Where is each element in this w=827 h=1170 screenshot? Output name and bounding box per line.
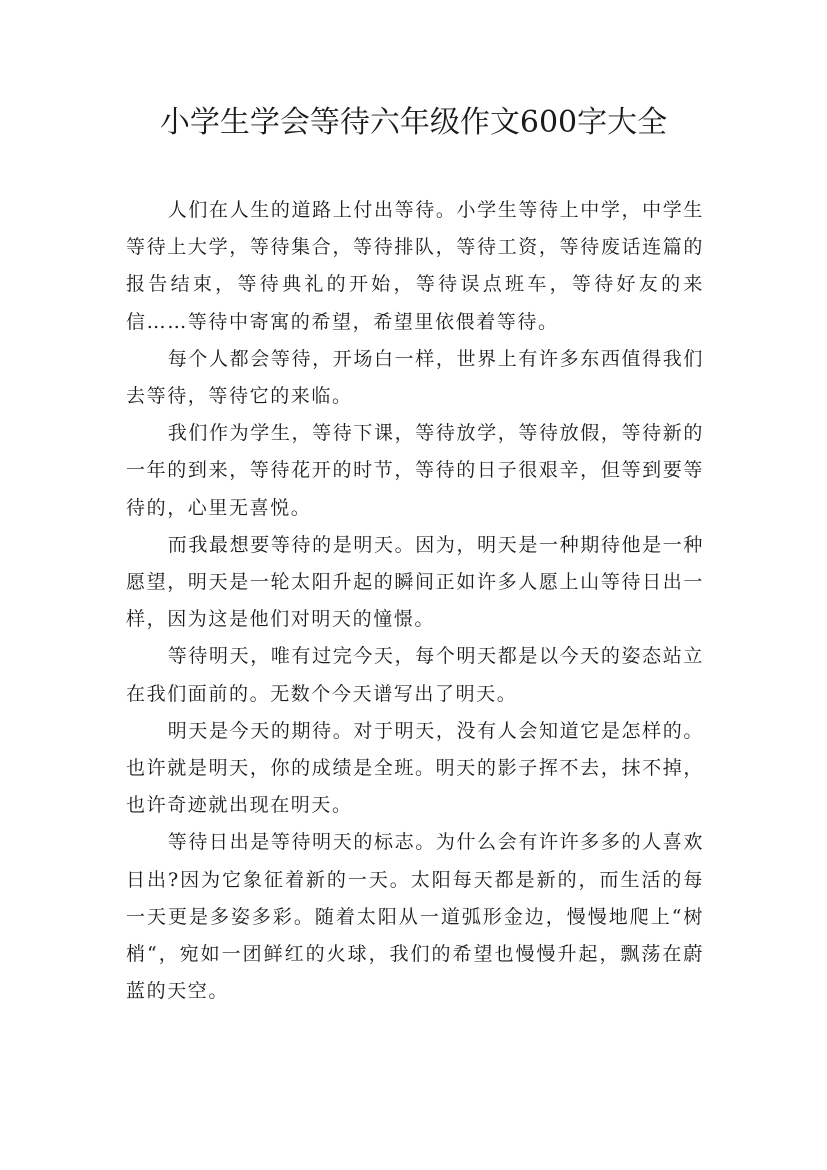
document-body [126,192,704,1010]
paragraph-1: 人们在人生的道路上付出等待。小学生等待上中学，中学生等待上大学，等待集合，等待排队，等待工资，等待废话连篇的报告结束，等待典礼的开始，等待误点班车，等待好友的来信……等待中寄寓的希望，希望里依偎着等待。 [126,199,704,333]
paragraph-2: 每个人都会等待，开场白一样，世界上有许多东西值得我们去等待，等待它的来临。 [126,347,704,408]
paragraph-7: 等待日出是等待明天的标志。为什么会有许许多多的人喜欢日出?因为它象征着新的一天。太阳每天都是新的，而生活的每一天更是多姿多彩。随着太阳从一道弧形金边，慢慢地爬上“树梢“，宛如一团鲜红的火球，我们的希望也慢慢升起，飘荡在蔚蓝的天空。 [126,831,704,1003]
paragraph-3: 我们作为学生，等待下课，等待放学，等待放假，等待新的一年的到来，等待花开的时节，等待的日子很艰辛，但等到要等待的，心里无喜悦。 [126,422,704,519]
document-title: 小学生学会等待六年级作文600字大全 [159,105,668,140]
paragraph-5: 等待明天，唯有过完今天，每个明天都是以今天的姿态站立在我们面前的。无数个今天谱写出了明天。 [126,645,704,705]
paragraph-6: 明天是今天的期待。对于明天，没有人会知道它是怎样的。也许就是明天，你的成绩是全班。明天的影子挥不去，抹不掉，也许奇迹就出现在明天。 [126,719,704,817]
paragraph-4: 而我最想要等待的是明天。因为，明天是一种期待他是一种愿望，明天是一轮太阳升起的瞬间正如许多人愿上山等待日出一样，因为这是他们对明天的憧憬。 [126,533,704,631]
